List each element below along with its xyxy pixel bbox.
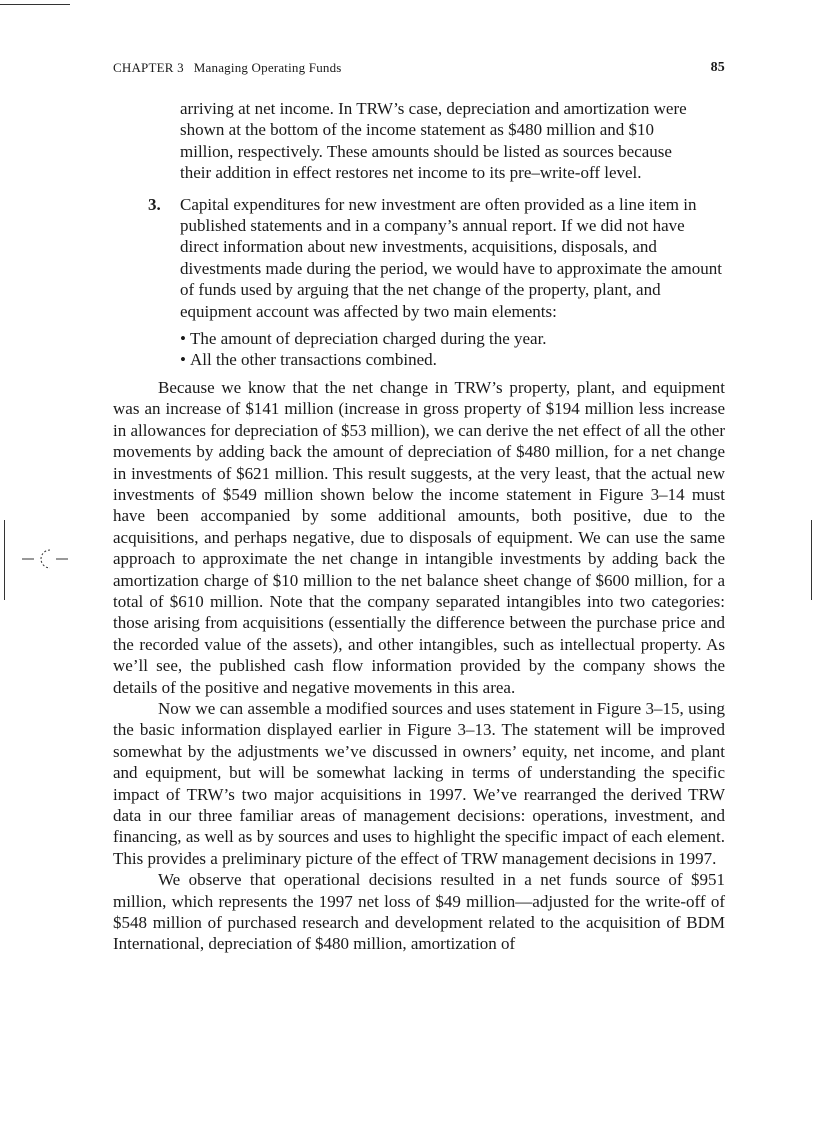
body-paragraph: Because we know that the net change in TRW’s property, plant, and equipment was an increase of $141 million (increase in gross property of $194 million less increase in allowances for depreciation of $53 million), we can derive the net effect of all the other movements by adding back the amount of depreciation of $480 million, for a net change in investments of $621 million. This result suggests, at the very least, that the actual new investments of $549 million shown below the income statement in Figure 3–14 must have been accompanied by some additional amounts, both positive, due to the acquisitions, and perhaps negative, due to disposals of equipment. We can use the same approach to approximate the net change in intangible investments by adding back the amortization charge of $10 million to the net balance sheet change of $600 million, for a total of $610 million. Note that the company separated intangibles into two categories: those arising from acquisitions (essentially the difference between the purchase price and the recorded value of the assets), and other intangibles, such as intellectual property. As we’ll see, the published cash flow information provided by the company shows the details of the positive and negative movements in this area. bbox=[113, 377, 725, 697]
page-edge-left bbox=[4, 520, 5, 600]
running-title bbox=[113, 60, 342, 76]
list-item-text: The amount of depreciation charged during the year. bbox=[190, 329, 547, 349]
running-head bbox=[113, 60, 725, 78]
list-item-text: All the other transactions combined. bbox=[190, 350, 437, 370]
bullet-list bbox=[180, 328, 725, 371]
page-number: 85 bbox=[710, 60, 725, 75]
numbered-item-3 bbox=[148, 192, 725, 322]
chapter-label: CHAPTER 3 bbox=[113, 60, 184, 75]
item-number: 3. bbox=[148, 194, 161, 214]
body-paragraph: We observe that operational decisions resulted in a net funds source of $951 million, which represents the 1997 net loss of $49 million—adjusted for the write-off of $548 million of purchased research and development related to the acquisition of BDM International, depreciation of $480 million, amortization of bbox=[113, 870, 725, 954]
crop-mark-top bbox=[0, 4, 70, 5]
bullet-icon: • bbox=[180, 329, 186, 349]
page-edge-right bbox=[811, 520, 812, 600]
item-text: Capital expenditures for new investment are often provided as a line item in published statements and in a company’s annual report. If we did not have direct information about new investments, acquisitions, disposals, and divestments made during the period, we would have to approximate the amount of funds used by arguing that the net change of the property, plant, and equipment account was affected by two main elements: bbox=[180, 194, 722, 321]
registration-mark-icon bbox=[20, 546, 70, 572]
chapter-title: Managing Operating Funds bbox=[193, 60, 342, 75]
page-body bbox=[113, 96, 725, 955]
list-item bbox=[180, 349, 725, 370]
continued-paragraph: arriving at net income. In TRW’s case, depreciation and amortization were shown at the bottom of the income statement as $480 million and $10 million, respectively. These amounts should be listed as sources because their addition in effect restores net income to its pre–write-off level. bbox=[180, 99, 687, 183]
bullet-icon: • bbox=[180, 350, 186, 370]
body-paragraph: Now we can assemble a modified sources and uses statement in Figure 3–15, using the basic information displayed earlier in Figure 3–13. The statement will be improved somewhat by the adjustments we’ve discussed in owners’ equity, net income, and plant and equipment, but will be somewhat lacking in terms of understanding the specific impact of TRW’s two major acquisitions in 1997. We’ve rearranged the derived TRW data in our three familiar areas of management decisions: operations, investment, and financing, as well as by sources and uses to highlight the specific impact of each element. This provides a preliminary picture of the effect of TRW management decisions in 1997. bbox=[113, 698, 725, 868]
list-item bbox=[180, 328, 725, 349]
